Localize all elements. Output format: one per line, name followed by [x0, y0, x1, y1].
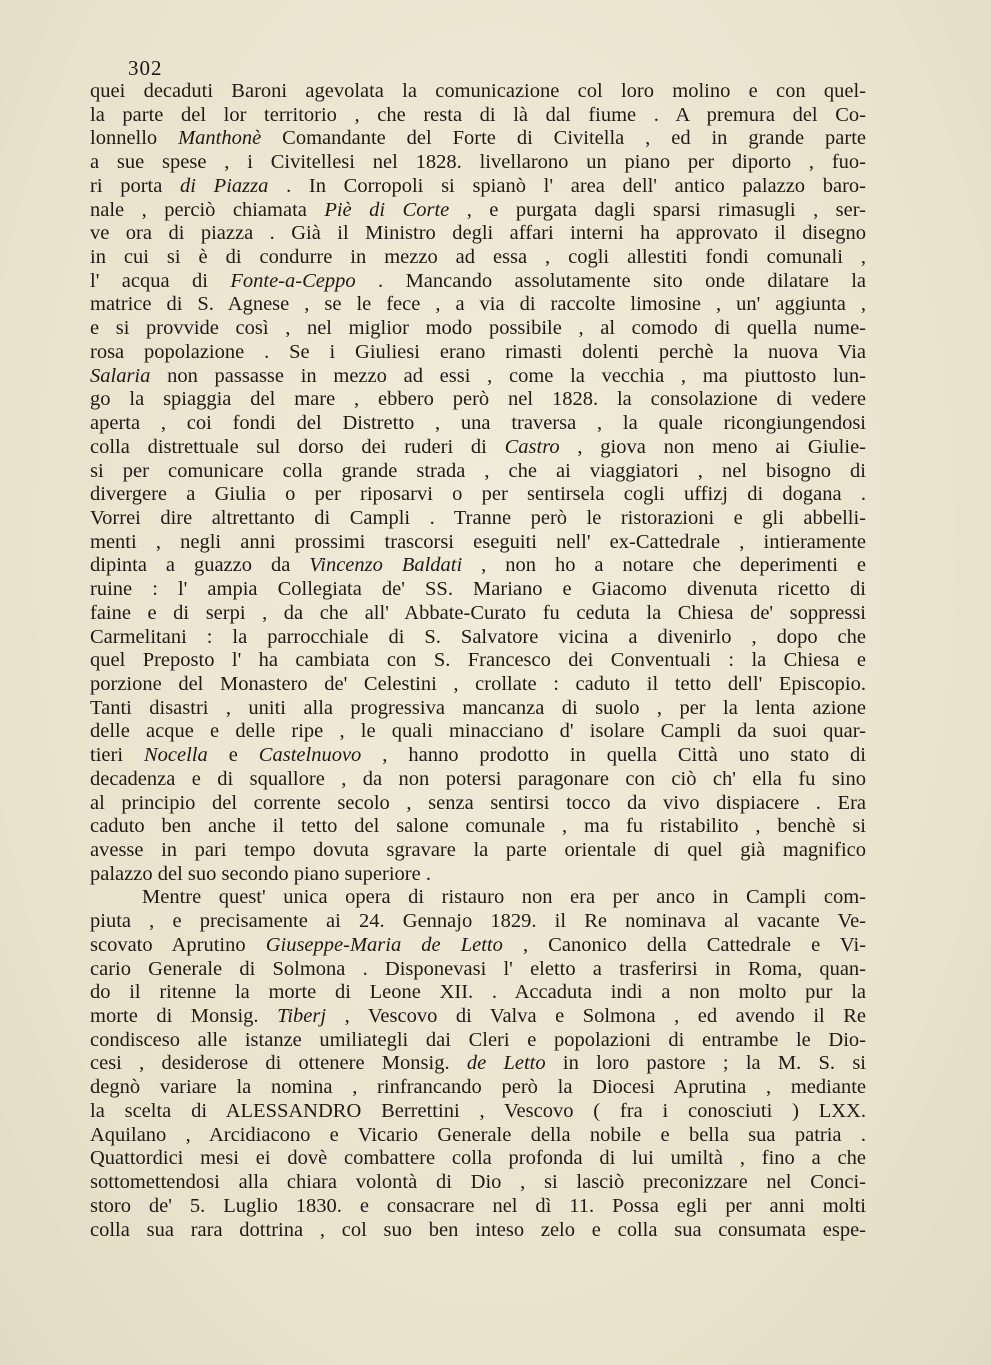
text-run: la parte del lor territorio , che resta di là dal fiume . A premura del Co-: [90, 103, 866, 126]
text-line: [90, 1076, 866, 1100]
text-run: divergere a Giulia o per riposarvi o per sentirsela cogli uffizj di dogana .: [90, 483, 866, 506]
text-line: [90, 365, 866, 389]
italic-name: Vincenzo Baldati: [309, 554, 463, 577]
text-run: matrice di S. Agnese , se le fece , a via di raccolte limosine , un' aggiunta ,: [90, 293, 866, 316]
text-run: menti , negli anni prossimi trascorsi eseguiti nell' ex-Cattedrale , intieramente: [90, 530, 866, 553]
italic-name: Castelnuovo: [258, 744, 362, 767]
text-run: tieri: [90, 744, 144, 767]
text-run: avesse in pari tempo dovuta sgravare la parte orientale di quel già magnifico: [90, 839, 866, 861]
text-line: [90, 1052, 866, 1076]
text-line: [90, 270, 866, 294]
text-run: caduto ben anche il tetto del salone comunale , ma fu ristabilito , benchè si: [90, 815, 866, 838]
text-line: [90, 293, 866, 317]
text-line: [90, 673, 866, 697]
text-line: [90, 815, 866, 839]
text-run: l' acqua di: [90, 269, 231, 292]
text-line: [90, 768, 866, 792]
text-line: [90, 744, 866, 768]
text-line: [90, 460, 866, 484]
text-run: al principio del corrente secolo , senza sentirsi tocco da vivo dispiacere . Era: [90, 791, 866, 814]
text-run: ruine : l' ampia Collegiata de' SS. Mariano e Giacomo divenuta ricetto di: [90, 578, 866, 601]
text-line: [90, 863, 866, 887]
text-run: colla distrettuale sul dorso dei ruderi di: [90, 435, 505, 458]
text-run: in cui si è di condurre in mezzo ad essa , cogli allestiti fondi comunali ,: [90, 246, 866, 269]
text-run: ri porta: [90, 174, 181, 197]
text-run: nale , perciò chiamata: [90, 198, 325, 221]
page-number: 302: [128, 56, 163, 80]
text-line: [90, 199, 866, 223]
text-run: decadenza e di squallore , da non potersi paragonare con ciò ch' ella fu sino: [90, 767, 866, 790]
text-run: , giova non meno ai Giulie-: [559, 435, 866, 458]
text-line: [90, 697, 866, 721]
text-run: non passasse in mezzo ad essi , come la vecchia , ma piuttosto lun-: [150, 364, 866, 387]
text-run: . In Corropoli si spianò l' area dell' antico palazzo baro-: [268, 174, 867, 197]
text-run: porzione del Monastero de' Celestini , crollate : caduto il tetto dell' Episcopio.: [90, 672, 866, 695]
text-line: [90, 151, 866, 175]
text-run: e si provvide così , nel miglior modo possibile , al comodo di quella nume-: [90, 317, 866, 340]
text-line: [90, 958, 866, 982]
text-run: dipinta a guazzo da: [90, 554, 310, 577]
text-run: morte di Monsig.: [90, 1005, 278, 1028]
text-run: Quattordici mesi ei dovè combattere colla profonda di lui umiltà , fino a che: [90, 1147, 866, 1170]
text-line: [90, 1124, 866, 1148]
italic-name: Tiberj: [277, 1005, 327, 1028]
text-line: [90, 104, 866, 128]
text-run: in loro pastore ; la M. S. si: [545, 1052, 866, 1075]
text-run: a sue spese , i Civitellesi nel 1828. livellarono un piano per diporto , fuo-: [90, 151, 866, 174]
text-run: , non ho a notare che deperimenti e: [462, 554, 866, 577]
italic-name: Nocella: [143, 744, 208, 767]
text-line: [90, 317, 866, 341]
text-run: scovato Aprutino: [90, 933, 266, 956]
text-run: delle acque e delle ripe , le quali minacciano d' isolare Campli da suoi quar-: [90, 720, 866, 743]
text-line: [90, 981, 866, 1005]
text-line: [90, 222, 866, 246]
text-run: colla sua rara dottrina , col suo ben inteso zelo e colla sua consumata espe-: [90, 1218, 866, 1241]
text-run: Carmelitani : la parrocchiale di S. Salvatore vicina a divenirlo , dopo che: [90, 625, 866, 648]
text-line: [90, 1219, 866, 1243]
text-line: [90, 175, 866, 199]
text-run: la scelta di ALESSANDRO Berrettini , Vescovo ( fra i conosciuti ) LXX.: [90, 1099, 866, 1122]
text-line: [90, 1171, 866, 1195]
text-run: Vorrei dire altrettanto di Campli . Tranne però le ristorazioni e gli abbelli-: [90, 506, 866, 529]
text-run: Aquilano , Arcidiacono e Vicario Generale della nobile e bella sua patria .: [90, 1123, 866, 1146]
text-run: go la spiaggia del mare , ebbero però nel 1828. la consolazione di vedere: [90, 388, 866, 411]
text-run: piuta , e precisamente ai 24. Gennajo 1829. il Re nominava al vacante Ve-: [90, 910, 866, 933]
text-line: [90, 720, 866, 744]
text-line: [90, 388, 866, 412]
text-line: [90, 1100, 866, 1124]
text-run: cesi , desiderose di ottenere Monsig.: [90, 1052, 467, 1075]
text-line: [90, 412, 866, 436]
text-run: storo de' 5. Luglio 1830. e consacrare nel dì 11. Possa egli per anni molti: [90, 1194, 866, 1217]
text-line: [90, 80, 866, 104]
text-run: Tanti disastri , uniti alla progressiva mancanza di suolo , per la lenta azione: [90, 696, 866, 719]
text-line: [90, 910, 866, 934]
text-run: palazzo del suo secondo piano superiore .: [90, 862, 431, 885]
text-run: condisceso alle istanze umiliategli dai Cleri e popolazioni di entrambe le Dio-: [90, 1028, 866, 1051]
text-run: do il ritenne la morte di Leone XII. . Accaduta indi a non molto pur la: [90, 981, 866, 1004]
text-line: [90, 127, 866, 151]
text-line: [90, 1147, 866, 1171]
text-run: , Canonico della Cattedrale e Vi-: [502, 933, 866, 956]
text-run: e: [207, 744, 259, 767]
text-line: [90, 1005, 866, 1029]
text-line: [90, 934, 866, 958]
text-run: Mentre quest' unica opera di ristauro non era per anco in Campli com-: [142, 886, 866, 909]
text-run: aperta , coi fondi del Distretto , una traversa , la quale ricongiungendosi: [90, 412, 866, 435]
text-run: ve ora di piazza . Già il Ministro degli affari interni ha approvato il disegno: [90, 222, 866, 245]
text-run: lonnello: [90, 127, 179, 150]
italic-name: Giuseppe-Maria de Letto: [265, 933, 503, 956]
text-run: quel Preposto l' ha cambiata con S. Francesco dei Conventuali : la Chiesa e: [90, 649, 866, 672]
italic-name: Castro: [504, 435, 560, 458]
text-run: , hanno prodotto in quella Città uno stato di: [361, 744, 867, 767]
text-run: quei decaduti Baroni agevolata la comunicazione col loro molino e con quel-: [90, 80, 866, 102]
text-line: [90, 341, 866, 365]
text-line: [90, 578, 866, 602]
text-line: [90, 246, 866, 270]
text-run: degnò variare la nomina , rinfrancando però la Diocesi Aprutina , mediante: [90, 1076, 866, 1099]
text-run: , Vescovo di Valva e Solmona , ed avendo il Re: [326, 1005, 866, 1028]
text-line: [90, 792, 866, 816]
body-text: [90, 80, 866, 1242]
text-line: [90, 483, 866, 507]
text-line: [90, 602, 866, 626]
text-run: faine e di serpi , da che all' Abbate-Curato fu ceduta la Chiesa de' soppressi: [90, 601, 866, 624]
text-line: [90, 626, 866, 650]
text-line: [90, 507, 866, 531]
text-run: Comandante del Forte di Civitella , ed in grande parte: [261, 127, 867, 150]
text-line: [90, 886, 866, 910]
italic-name: Salaria: [90, 364, 151, 387]
text-line: [90, 1195, 866, 1219]
text-run: , e purgata dagli sparsi rimasugli , ser-: [449, 198, 866, 221]
text-run: cario Generale di Solmona . Disponevasi l' eletto a trasferirsi in Roma, quan-: [90, 957, 866, 980]
text-run: si per comunicare colla grande strada , che ai viaggiatori , nel bisogno di: [90, 459, 866, 482]
text-line: [90, 649, 866, 673]
italic-name: de Letto: [466, 1052, 546, 1075]
text-run: sottomettendosi alla chiara volontà di Dio , si lasciò preconizzare nel Conci-: [90, 1171, 866, 1194]
text-run: rosa popolazione . Se i Giuliesi erano rimasti dolenti perchè la nuova Via: [90, 340, 866, 363]
text-line: [90, 1029, 866, 1053]
italic-name: Piè di Corte: [324, 198, 450, 221]
italic-name: Fonte-a-Ceppo: [230, 269, 356, 292]
italic-name: Manthonè: [178, 127, 262, 150]
text-run: . Mancando assolutamente sito onde dilatare la: [355, 269, 866, 292]
text-line: [90, 554, 866, 578]
text-line: [90, 436, 866, 460]
text-line: [90, 531, 866, 555]
italic-name: di Piazza: [180, 174, 269, 197]
text-line: [90, 839, 866, 863]
